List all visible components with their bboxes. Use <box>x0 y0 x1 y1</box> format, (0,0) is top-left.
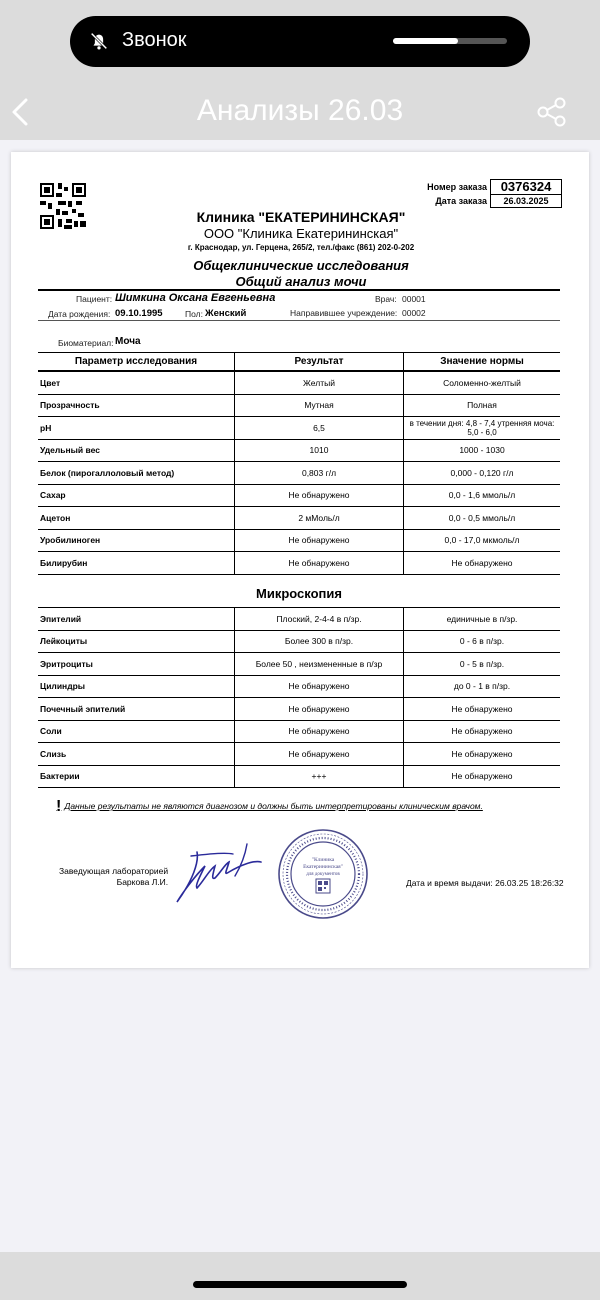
param-cell: Цилиндры <box>38 675 235 698</box>
header-divider <box>38 289 560 291</box>
result-cell: 2 мМоль/л <box>235 507 404 530</box>
norm-cell: 0,0 - 17,0 мкмоль/л <box>404 529 561 552</box>
norm-cell: 0,0 - 0,5 ммоль/л <box>404 507 561 530</box>
report-subtitle: Общий анализ мочи <box>235 274 367 289</box>
biomaterial-label: Биоматериал: <box>58 338 114 348</box>
clinic-stamp <box>277 828 369 920</box>
param-cell: Уробилиноген <box>38 529 235 552</box>
doctor-label: Врач: <box>375 294 397 304</box>
result-cell: Более 50 , неизмененные в п/зр <box>235 653 404 676</box>
result-cell: Не обнаружено <box>235 743 404 766</box>
result-cell: Не обнаружено <box>235 698 404 721</box>
top-bar <box>0 0 600 140</box>
result-cell: Мутная <box>235 394 404 417</box>
result-cell: Не обнаружено <box>235 529 404 552</box>
table-row <box>38 529 560 552</box>
report-title: Общеклинические исследования <box>193 258 409 273</box>
norm-cell: Не обнаружено <box>404 720 561 743</box>
param-cell: Белок (пирогаллоловый метод) <box>38 462 235 485</box>
birth-label: Дата рождения: <box>48 309 111 319</box>
order-no: 0376324 <box>490 179 562 195</box>
norm-cell: до 0 - 1 в п/зр. <box>404 675 561 698</box>
svg-text:"Клиника: "Клиника <box>311 857 335 863</box>
lab-head <box>59 866 168 888</box>
param-cell: Сахар <box>38 484 235 507</box>
result-cell: Более 300 в п/зр. <box>235 630 404 653</box>
result-cell: 6,5 <box>235 417 404 440</box>
signature <box>173 842 263 907</box>
table-row <box>38 484 560 507</box>
lab-head-name: Баркова Л.И. <box>116 877 169 887</box>
disclaimer <box>56 798 483 816</box>
result-cell: Не обнаружено <box>235 675 404 698</box>
company-name: ООО "Клиника Екатерининская" <box>203 226 399 241</box>
patient-label: Пациент: <box>76 294 113 304</box>
issue-datetime: Дата и время выдачи: 26.03.25 18:26:32 <box>406 878 564 888</box>
referral-label: Направившее учреждение: <box>290 308 398 318</box>
patient-name: Шимкина Оксана Евгеньевна <box>115 292 276 304</box>
norm-cell: Не обнаружено <box>404 552 561 575</box>
table-row <box>38 630 560 653</box>
param-cell: Эритроциты <box>38 653 235 676</box>
table-row <box>38 394 560 417</box>
param-cell: Удельный вес <box>38 439 235 462</box>
param-cell: Почечный эпителий <box>38 698 235 721</box>
table-row <box>38 608 560 631</box>
norm-cell: Не обнаружено <box>404 765 561 788</box>
result-cell: +++ <box>235 765 404 788</box>
table-row <box>38 507 560 530</box>
param-cell: Билирубин <box>38 552 235 575</box>
table-row <box>38 765 560 788</box>
table-row <box>38 743 560 766</box>
table-row <box>38 653 560 676</box>
referral-value: 00002 <box>402 308 426 318</box>
table-row <box>38 552 560 575</box>
result-cell: Не обнаружено <box>235 484 404 507</box>
biomaterial-value: Моча <box>115 336 141 347</box>
call-label: Звонок <box>122 29 187 51</box>
norm-cell: 0,000 - 0,120 г/л <box>404 462 561 485</box>
result-cell: Плоский, 2-4-4 в п/зр. <box>235 608 404 631</box>
result-cell: 0,803 г/л <box>235 462 404 485</box>
order-no-label: Номер заказа <box>427 182 487 192</box>
norm-cell: Полная <box>404 394 561 417</box>
table-row <box>38 675 560 698</box>
norm-cell: 1000 - 1030 <box>404 439 561 462</box>
nav-title: Анализы 26.03 <box>196 94 404 127</box>
table-row <box>38 417 560 440</box>
home-bar <box>0 1252 600 1300</box>
param-cell: Соли <box>38 720 235 743</box>
results-header-row <box>38 353 560 372</box>
clinic-name: Клиника "ЕКАТЕРИНИНСКАЯ" <box>196 209 406 225</box>
birth-value: 09.10.1995 <box>115 308 163 319</box>
result-cell: Не обнаружено <box>235 720 404 743</box>
col-param-header: Параметр исследования <box>38 353 235 372</box>
disclaimer-text: Данные результаты не являются диагнозом и должны быть интерпретированы клиническим врачом. <box>64 801 483 811</box>
share-icon[interactable] <box>536 96 568 128</box>
result-cell: Не обнаружено <box>235 552 404 575</box>
norm-cell: в течении дня: 4,8 - 7,4 утренняя моча: 5,0 - 6,0 <box>404 417 561 440</box>
param-cell: Бактерии <box>38 765 235 788</box>
param-cell: Ацетон <box>38 507 235 530</box>
param-cell: Цвет <box>38 371 235 394</box>
result-cell: Желтый <box>235 371 404 394</box>
col-norm-header: Значение нормы <box>404 353 561 372</box>
norm-cell: 0 - 6 в п/зр. <box>404 630 561 653</box>
param-cell: pH <box>38 417 235 440</box>
svg-text:Екатерининская": Екатерининская" <box>303 864 343 870</box>
qr-code-icon <box>40 183 86 229</box>
norm-cell: Не обнаружено <box>404 698 561 721</box>
table-row <box>38 462 560 485</box>
call-indicator[interactable] <box>70 16 530 67</box>
nav-bar <box>0 84 600 140</box>
doctor-value: 00001 <box>402 294 426 304</box>
table-row <box>38 698 560 721</box>
call-progress-fill <box>393 38 458 44</box>
norm-cell: Не обнаружено <box>404 743 561 766</box>
table-row <box>38 720 560 743</box>
norm-cell: 0 - 5 в п/зр. <box>404 653 561 676</box>
sex-label: Пол: <box>185 309 203 319</box>
norm-cell: 0,0 - 1,6 ммоль/л <box>404 484 561 507</box>
microscopy-table <box>38 607 560 788</box>
microscopy-title: Микроскопия <box>256 586 342 601</box>
results-table <box>38 352 560 575</box>
lab-report-document[interactable] <box>11 152 589 968</box>
home-indicator[interactable] <box>193 1281 407 1288</box>
result-cell: 1010 <box>235 439 404 462</box>
order-date: 26.03.2025 <box>490 194 562 208</box>
order-info <box>407 180 562 208</box>
bell-muted-icon <box>88 30 110 52</box>
lab-head-title: Заведующая лабораторией <box>59 866 169 876</box>
param-cell: Лейкоциты <box>38 630 235 653</box>
param-cell: Прозрачность <box>38 394 235 417</box>
table-row <box>38 439 560 462</box>
clinic-address: г. Краснодар, ул. Герцена, 265/2, тел./факс (861) 202-0-202 <box>187 243 415 252</box>
patient-divider <box>38 320 560 321</box>
norm-cell: единичные в п/зр. <box>404 608 561 631</box>
col-result-header: Результат <box>235 353 404 372</box>
table-row <box>38 371 560 394</box>
sex-value: Женский <box>205 308 247 319</box>
warning-icon: ! <box>56 798 62 815</box>
param-cell: Слизь <box>38 743 235 766</box>
param-cell: Эпителий <box>38 608 235 631</box>
norm-cell: Соломенно-желтый <box>404 371 561 394</box>
order-date-label: Дата заказа <box>435 196 487 206</box>
call-progress-track <box>393 38 507 44</box>
svg-text:для документов: для документов <box>306 872 340 877</box>
